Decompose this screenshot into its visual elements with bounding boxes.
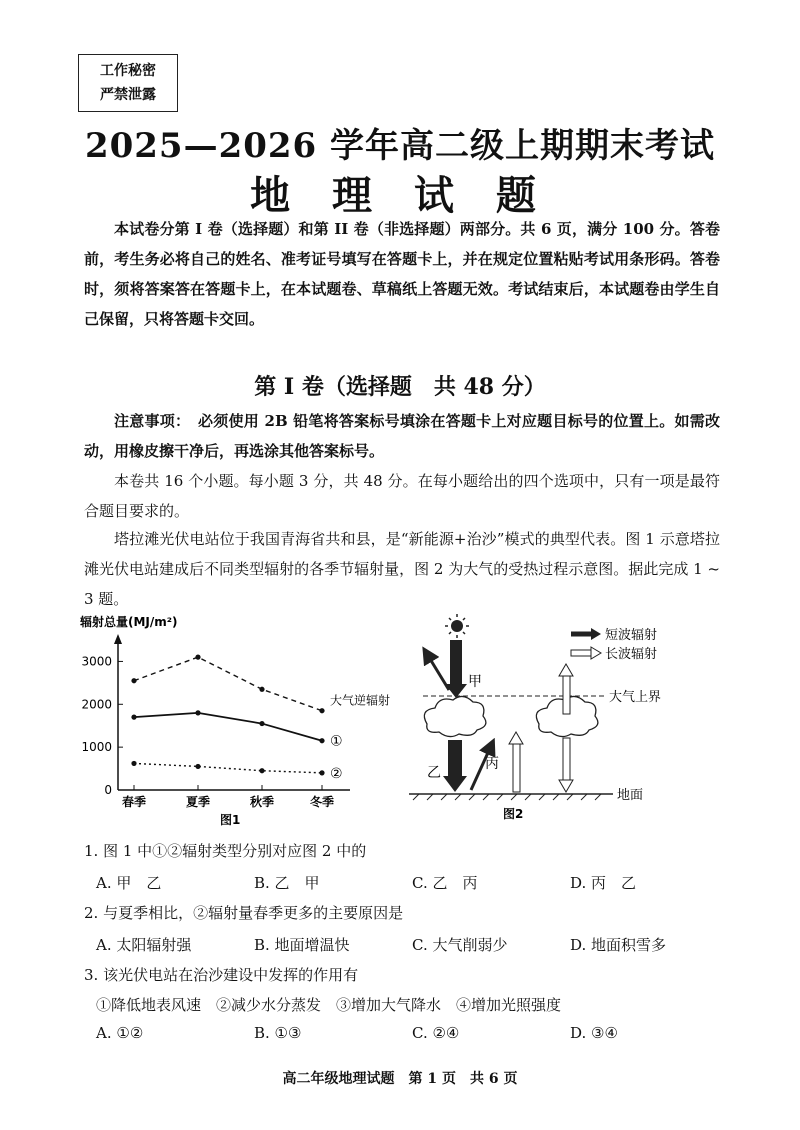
question-2-stem: 2. 与夏季相比，②辐射量春季更多的主要原因是 [84, 904, 404, 922]
q3-option-c[interactable]: C. ②④ [412, 1024, 460, 1042]
svg-text:长波辐射: 长波辐射 [605, 647, 658, 662]
label-yi: 乙 [427, 765, 441, 781]
y-tick-label: 2000 [81, 697, 112, 712]
data-point [319, 708, 324, 713]
instructions-paragraph: 本卷共 16 个小题。每小题 3 分，共 48 分。在每小题给出的四个选项中，只有一项是最符合题目要求的。 [84, 472, 720, 520]
q3-option-b[interactable]: B. ①③ [254, 1024, 302, 1042]
data-point [259, 721, 264, 726]
data-point [259, 687, 264, 692]
series-line-0 [134, 657, 322, 711]
legend-long-wave [571, 646, 657, 662]
figure1-chart [78, 612, 391, 830]
q1-option-b[interactable]: B. 乙 甲 [254, 874, 320, 892]
arrow-yi [443, 740, 467, 792]
notice-paragraph: 注意事项： 必须使用 2B 铅笔将答案标号填涂在答题卡上对应题目标号的位置上。如需改动，用橡皮擦干净后，再选涂其他答案标号。 [84, 412, 720, 460]
y-tick-label: 1000 [81, 740, 112, 755]
subject-title: 地 理 试 题 [250, 172, 550, 219]
section-title: 第 I 卷（选择题 共 48 分） [254, 374, 546, 400]
y-axis-label: 辐射总量(MJ/m²) [80, 615, 178, 629]
figure1-caption: 图1 [220, 813, 241, 827]
intro-paragraph: 本试卷分第 I 卷（选择题）和第 II 卷（非选择题）两部分。共 6 页，满分 100 分。答卷前，考生务必将自己的姓名、准考证号填写在答题卡上，并在规定位置粘贴考试用条形码。答卷时，须将答案答在答题卡上，在本试题卷、草稿纸上答题无效。考试结束后，本试题卷由学生自己保留，只将答题卡交回。 [84, 220, 720, 328]
arrow-ground-long-wave [509, 732, 523, 792]
ground-hatching [413, 794, 601, 800]
reflected-arrow [427, 654, 449, 690]
question-3-choices: ①降低地表风速 ②减少水分蒸发 ③增加大气降水 ④增加光照强度 [96, 996, 562, 1014]
data-point [195, 655, 200, 660]
label-jia: 甲 [468, 674, 482, 690]
x-tick-label: 春季 [121, 795, 147, 809]
series-line-2 [134, 763, 322, 772]
q1-option-c[interactable]: C. 乙 丙 [412, 874, 478, 892]
q2-option-c[interactable]: C. 大气削弱少 [412, 936, 508, 954]
sun-icon [445, 614, 469, 638]
q3-option-d[interactable]: D. ③④ [570, 1024, 618, 1042]
q1-option-a[interactable]: A. 甲 乙 [96, 874, 162, 892]
label-bing: 丙 [485, 756, 499, 772]
data-point [259, 768, 264, 773]
y-axis-arrow [114, 634, 122, 644]
confidential-line-1: 工作秘密 [100, 63, 156, 79]
question-3-options [96, 1024, 736, 1042]
cloud-left [424, 696, 486, 736]
figure2-diagram [405, 612, 695, 830]
confidential-line-2: 严禁泄露 [100, 87, 156, 103]
question-1-stem: 1. 图 1 中①②辐射类型分别对应图 2 中的 [84, 842, 367, 860]
series-label: 大气逆辐射 [330, 693, 391, 708]
q2-option-d[interactable]: D. 地面积雪多 [570, 936, 667, 954]
series-label: ① [330, 733, 343, 750]
data-point [131, 761, 136, 766]
question-1-options [96, 872, 736, 893]
svg-text:短波辐射: 短波辐射 [605, 628, 658, 643]
passage-paragraph: 塔拉滩光伏电站位于我国青海省共和县，是“新能源+治沙”模式的典型代表。图 1 示意塔拉滩光伏电站建成后不同类型辐射的各季节辐射量，图 2 为大气的受热过程示意图。据此完成 1 ~ 3 题。 [84, 530, 720, 608]
series-line-1 [134, 713, 322, 741]
series-label: ② [330, 765, 343, 782]
page-footer: 高二年级地理试题 第 1 页 共 6 页 [282, 1071, 518, 1087]
x-tick-label: 秋季 [249, 795, 275, 809]
confidential-stamp [78, 54, 178, 112]
figure2-caption: 图2 [503, 807, 524, 821]
question-2-options [96, 934, 736, 955]
x-tick-label: 夏季 [185, 795, 211, 809]
q1-option-d[interactable]: D. 丙 乙 [570, 874, 637, 892]
label-ground: 地面 [617, 788, 644, 803]
label-top-atmosphere: 大气上界 [609, 690, 662, 705]
data-point [319, 738, 324, 743]
q2-option-b[interactable]: B. 地面增温快 [254, 936, 350, 954]
q3-option-a[interactable]: A. ①② [96, 1024, 144, 1042]
y-tick-label: 3000 [81, 654, 112, 669]
data-point [131, 715, 136, 720]
question-3-stem: 3. 该光伏电站在治沙建设中发挥的作用有 [84, 966, 359, 984]
exam-title: 2025—2026 学年高二级上期期末考试 [84, 126, 716, 166]
legend-short-wave [571, 627, 657, 643]
y-tick-label: 0 [104, 783, 112, 797]
data-point [319, 770, 324, 775]
data-point [131, 678, 136, 683]
data-point [195, 764, 200, 769]
x-tick-label: 冬季 [309, 795, 335, 809]
q2-option-a[interactable]: A. 太阳辐射强 [96, 936, 192, 954]
data-point [195, 710, 200, 715]
